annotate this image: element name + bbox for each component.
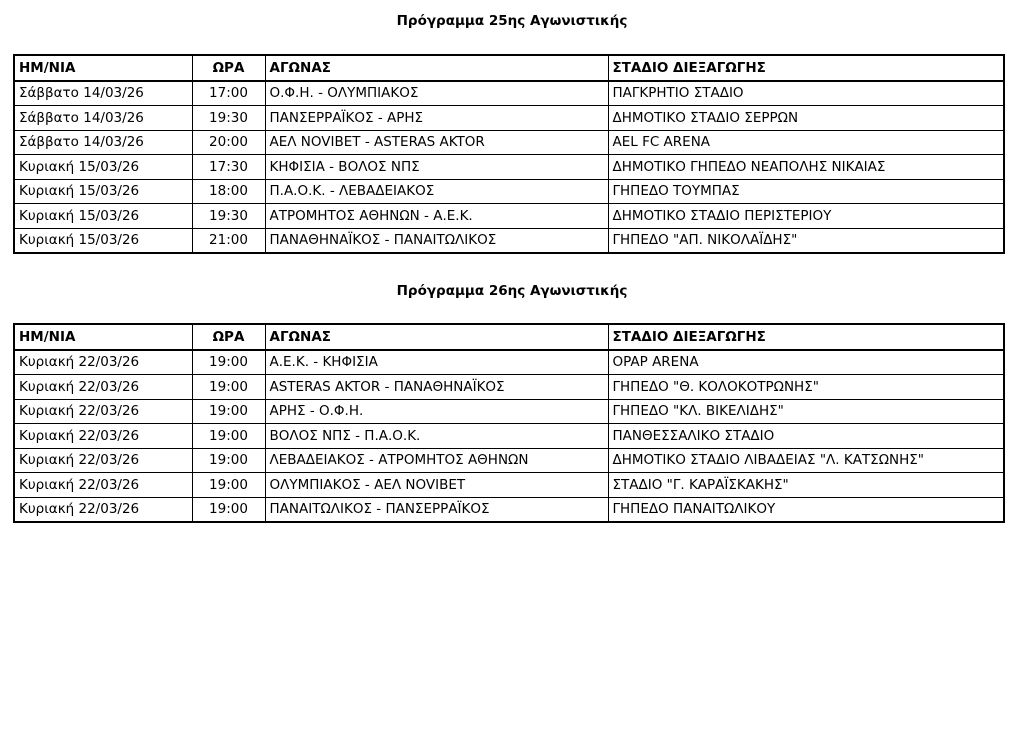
- header-time: ΩΡΑ: [192, 324, 265, 350]
- match-time: 19:00: [192, 497, 265, 522]
- match-date: Κυριακή 22/03/26: [14, 424, 192, 449]
- header-date: ΗΜ/ΝΙΑ: [14, 324, 192, 350]
- table-row: [14, 228, 1004, 253]
- match-stadium: ΓΗΠΕΔΟ "ΑΠ. ΝΙΚΟΛΑΪΔΗΣ": [608, 228, 1004, 253]
- match-date: Κυριακή 15/03/26: [14, 155, 192, 180]
- table-row: [14, 399, 1004, 424]
- round-25-schedule-table: [13, 54, 1005, 254]
- match-teams: Α.Ε.Κ. - ΚΗΦΙΣΙΑ: [265, 350, 608, 375]
- round-26-title: Πρόγραμμα 26ης Αγωνιστικής: [396, 283, 628, 299]
- header-date: ΗΜ/ΝΙΑ: [14, 55, 192, 81]
- match-teams: ΠΑΝΣΕΡΡΑΪΚΟΣ - ΑΡΗΣ: [265, 106, 608, 131]
- match-time: 17:00: [192, 81, 265, 106]
- match-stadium: ΔΗΜΟΤΙΚΟ ΣΤΑΔΙΟ ΛΙΒΑΔΕΙΑΣ "Λ. ΚΑΤΣΩΝΗΣ": [608, 448, 1004, 473]
- match-stadium: ΔΗΜΟΤΙΚΟ ΣΤΑΔΙΟ ΠΕΡΙΣΤΕΡΙΟΥ: [608, 204, 1004, 229]
- table-row: [14, 106, 1004, 131]
- header-time: ΩΡΑ: [192, 55, 265, 81]
- match-stadium: ΓΗΠΕΔΟ ΤΟΥΜΠΑΣ: [608, 179, 1004, 204]
- match-stadium: ΔΗΜΟΤΙΚΟ ΣΤΑΔΙΟ ΣΕΡΡΩΝ: [608, 106, 1004, 131]
- match-teams: ΑΕΛ NOVIBET - ASTERAS AKTOR: [265, 130, 608, 155]
- match-stadium: ΓΗΠΕΔΟ "Θ. ΚΟΛΟΚΟΤΡΩΝΗΣ": [608, 375, 1004, 400]
- match-teams: ΑΡΗΣ - Ο.Φ.Η.: [265, 399, 608, 424]
- match-date: Κυριακή 22/03/26: [14, 473, 192, 498]
- round-26-schedule-table: [13, 323, 1005, 523]
- match-date: Κυριακή 22/03/26: [14, 375, 192, 400]
- table-row: [14, 350, 1004, 375]
- match-time: 19:30: [192, 106, 265, 131]
- match-date: Κυριακή 15/03/26: [14, 179, 192, 204]
- match-date: Κυριακή 22/03/26: [14, 350, 192, 375]
- match-stadium: ΓΗΠΕΔΟ "ΚΛ. ΒΙΚΕΛΙΔΗΣ": [608, 399, 1004, 424]
- match-time: 17:30: [192, 155, 265, 180]
- match-teams: Π.Α.Ο.Κ. - ΛΕΒΑΔΕΙΑΚΟΣ: [265, 179, 608, 204]
- round-25-title: Πρόγραμμα 25ης Αγωνιστικής: [396, 13, 628, 29]
- match-teams: ΠΑΝΑΘΗΝΑΪΚΟΣ - ΠΑΝΑΙΤΩΛΙΚΟΣ: [265, 228, 608, 253]
- match-teams: ΒΟΛΟΣ ΝΠΣ - Π.Α.Ο.Κ.: [265, 424, 608, 449]
- header-match: ΑΓΩΝΑΣ: [265, 55, 608, 81]
- match-time: 19:00: [192, 350, 265, 375]
- match-date: Σάββατο 14/03/26: [14, 81, 192, 106]
- match-time: 20:00: [192, 130, 265, 155]
- table-row: [14, 130, 1004, 155]
- match-time: 18:00: [192, 179, 265, 204]
- table-row: [14, 81, 1004, 106]
- match-time: 19:00: [192, 424, 265, 449]
- table-row: [14, 497, 1004, 522]
- match-time: 19:30: [192, 204, 265, 229]
- match-time: 19:00: [192, 399, 265, 424]
- table-header-row: [14, 324, 1004, 350]
- table-row: [14, 375, 1004, 400]
- header-stadium: ΣΤΑΔΙΟ ΔΙΕΞΑΓΩΓΗΣ: [608, 55, 1004, 81]
- table-row: [14, 204, 1004, 229]
- match-teams: ΟΛΥΜΠΙΑΚΟΣ - ΑΕΛ NOVIBET: [265, 473, 608, 498]
- header-match: ΑΓΩΝΑΣ: [265, 324, 608, 350]
- match-time: 19:00: [192, 473, 265, 498]
- match-date: Σάββατο 14/03/26: [14, 106, 192, 131]
- table-header-row: [14, 55, 1004, 81]
- match-time: 19:00: [192, 448, 265, 473]
- match-time: 21:00: [192, 228, 265, 253]
- match-teams: Ο.Φ.Η. - ΟΛΥΜΠΙΑΚΟΣ: [265, 81, 608, 106]
- match-time: 19:00: [192, 375, 265, 400]
- match-date: Κυριακή 22/03/26: [14, 497, 192, 522]
- match-date: Κυριακή 15/03/26: [14, 228, 192, 253]
- match-stadium: ΔΗΜΟΤΙΚΟ ΓΗΠΕΔΟ ΝΕΑΠΟΛΗΣ ΝΙΚΑΙΑΣ: [608, 155, 1004, 180]
- match-date: Σάββατο 14/03/26: [14, 130, 192, 155]
- match-date: Κυριακή 15/03/26: [14, 204, 192, 229]
- match-date: Κυριακή 22/03/26: [14, 448, 192, 473]
- match-stadium: ΓΗΠΕΔΟ ΠΑΝΑΙΤΩΛΙΚΟΥ: [608, 497, 1004, 522]
- match-teams: ΚΗΦΙΣΙΑ - ΒΟΛΟΣ ΝΠΣ: [265, 155, 608, 180]
- match-teams: ΠΑΝΑΙΤΩΛΙΚΟΣ - ΠΑΝΣΕΡΡΑΪΚΟΣ: [265, 497, 608, 522]
- match-stadium: OPAP ARENA: [608, 350, 1004, 375]
- table-row: [14, 473, 1004, 498]
- match-stadium: AEL FC ARENA: [608, 130, 1004, 155]
- table-row: [14, 424, 1004, 449]
- match-stadium: ΣΤΑΔΙΟ "Γ. ΚΑΡΑΪΣΚΑΚΗΣ": [608, 473, 1004, 498]
- table-row: [14, 179, 1004, 204]
- match-teams: ASTERAS AKTOR - ΠΑΝΑΘΗΝΑΪΚΟΣ: [265, 375, 608, 400]
- header-stadium: ΣΤΑΔΙΟ ΔΙΕΞΑΓΩΓΗΣ: [608, 324, 1004, 350]
- match-teams: ΛΕΒΑΔΕΙΑΚΟΣ - ΑΤΡΟΜΗΤΟΣ ΑΘΗΝΩΝ: [265, 448, 608, 473]
- match-teams: ΑΤΡΟΜΗΤΟΣ ΑΘΗΝΩΝ - Α.Ε.Κ.: [265, 204, 608, 229]
- match-date: Κυριακή 22/03/26: [14, 399, 192, 424]
- match-stadium: ΠΑΝΘΕΣΣΑΛΙΚΟ ΣΤΑΔΙΟ: [608, 424, 1004, 449]
- table-row: [14, 448, 1004, 473]
- match-stadium: ΠΑΓΚΡΗΤΙΟ ΣΤΑΔΙΟ: [608, 81, 1004, 106]
- table-row: [14, 155, 1004, 180]
